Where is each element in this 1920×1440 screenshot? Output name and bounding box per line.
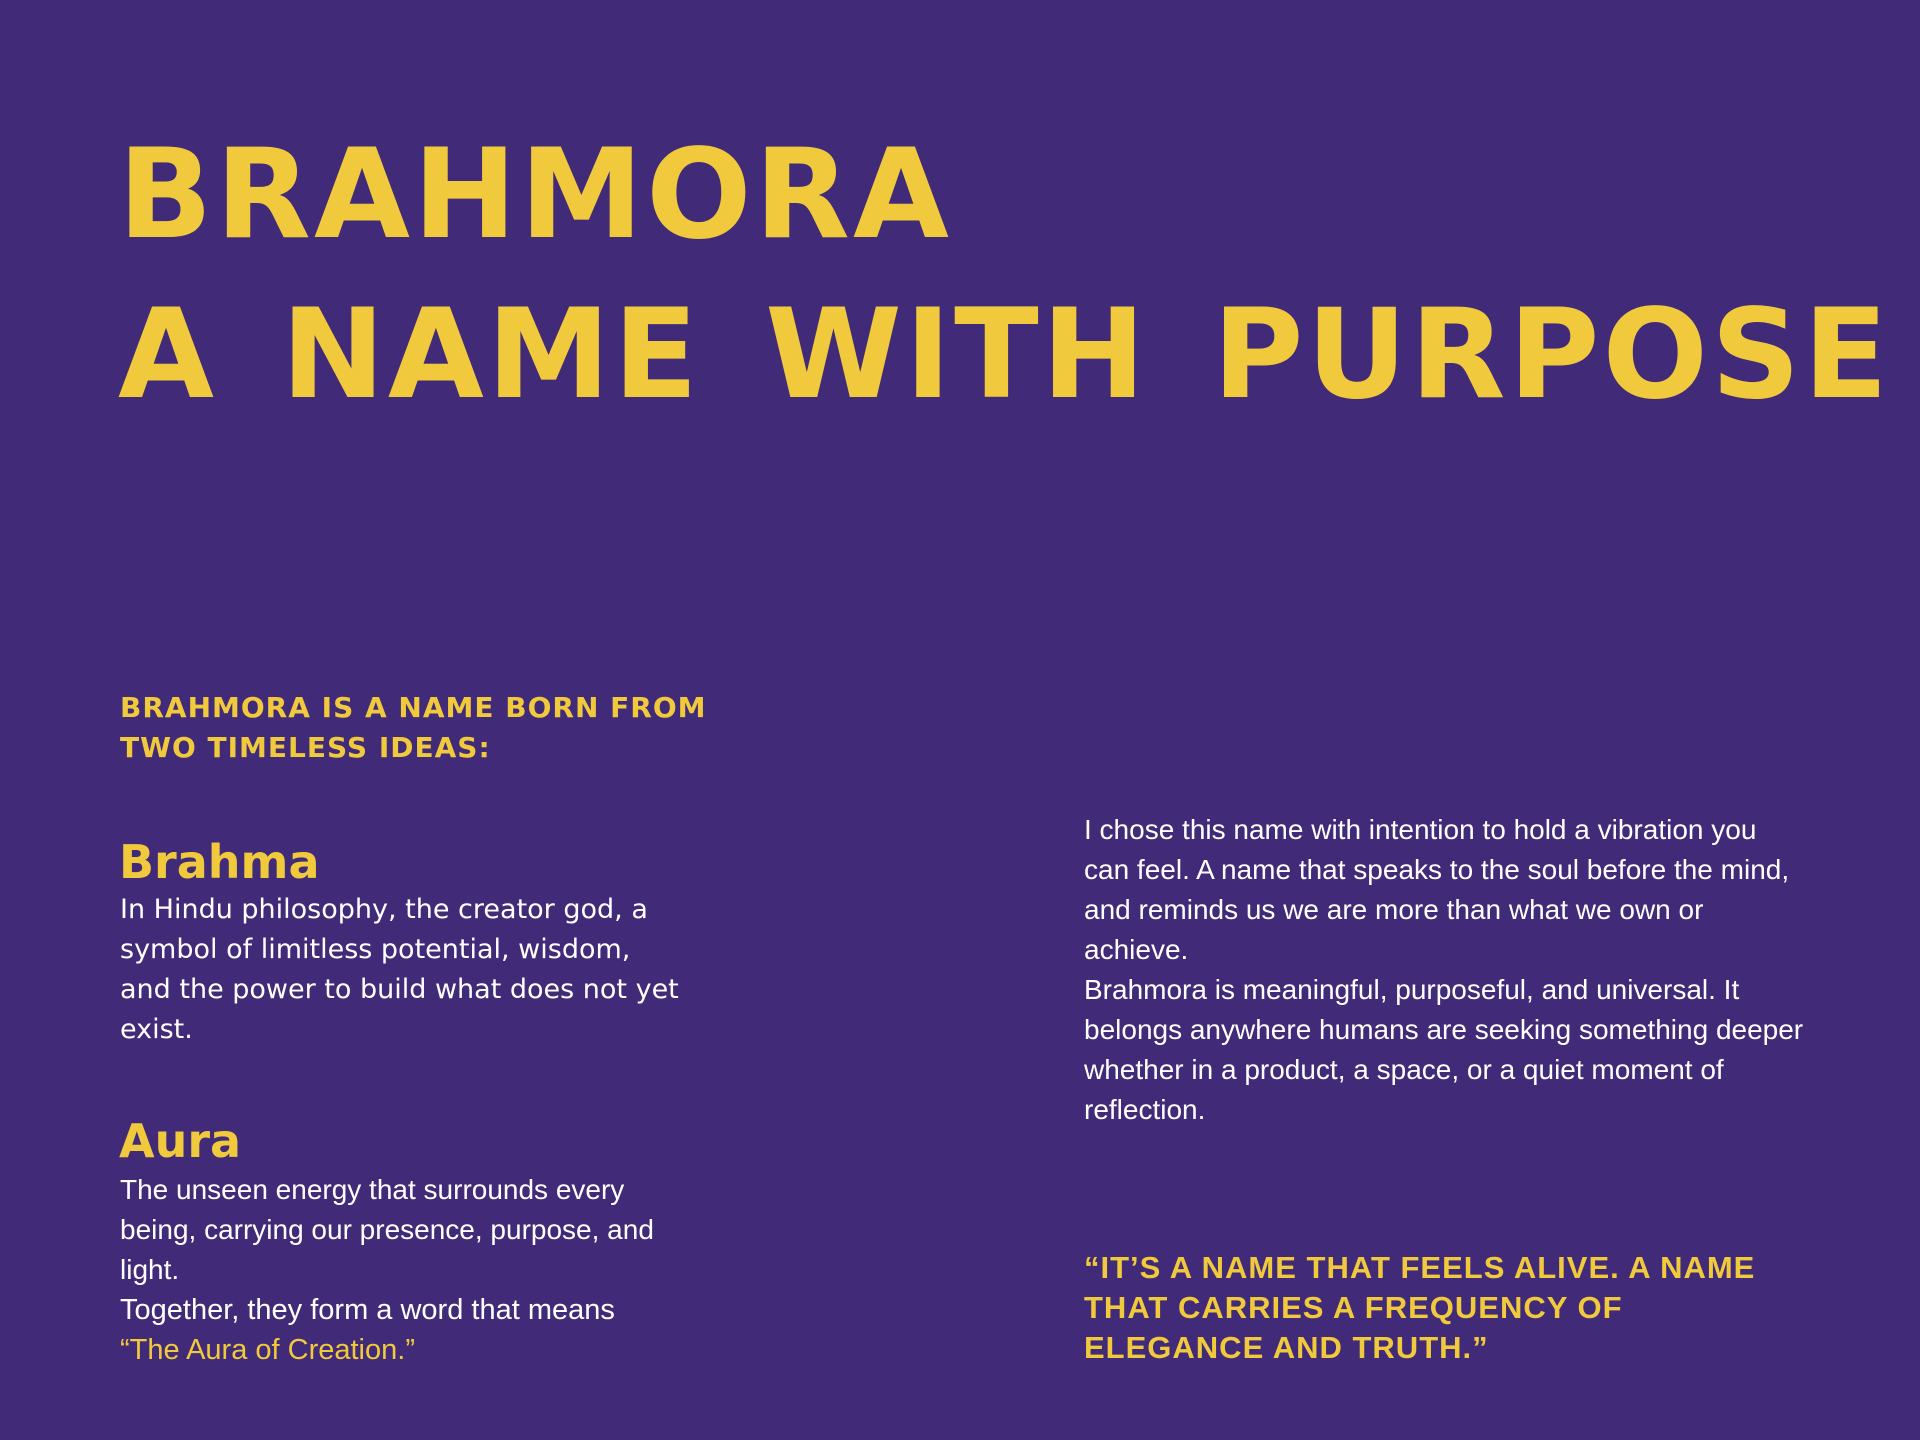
brahma-heading: Brahma <box>119 835 320 889</box>
brahma-description: In Hindu philosophy, the creator god, a symbol of limitless potential, wisdom, and the power to build what does not yet exist. <box>120 894 679 1045</box>
title-line-1: BRAHMORA <box>118 123 952 267</box>
aura-description: The unseen energy that surrounds every being, carrying our presence, purpose, and light. <box>120 1174 654 1285</box>
aura-heading: Aura <box>119 1114 242 1168</box>
title-line-2: A NAME WITH PURPOSE <box>118 283 1891 427</box>
intention-paragraph: I chose this name with intention to hold a vibration you can feel. A name that speaks to the soul before the mind, and reminds us we are more than what we own or achieve. <box>1084 814 1790 965</box>
meaning-paragraph: Brahmora is meaningful, purposeful, and universal. It belongs anywhere humans are seeking something deeper whether in a product, a space, or a quiet moment of reflection. <box>1084 974 1804 1125</box>
meaning-highlight: “The Aura of Creation.” <box>120 1334 415 1366</box>
together-statement <box>120 1290 680 1370</box>
together-text: Together, they form a word that means <box>120 1294 615 1326</box>
pull-quote: “IT’S A NAME THAT FEELS ALIVE. A NAME THAT CARRIES A FREQUENCY OF ELEGANCE AND TRUTH.” <box>1084 1250 1756 1365</box>
intro-heading: BRAHMORA IS A NAME BORN FROM TWO TIMELESS IDEAS: <box>120 691 707 764</box>
